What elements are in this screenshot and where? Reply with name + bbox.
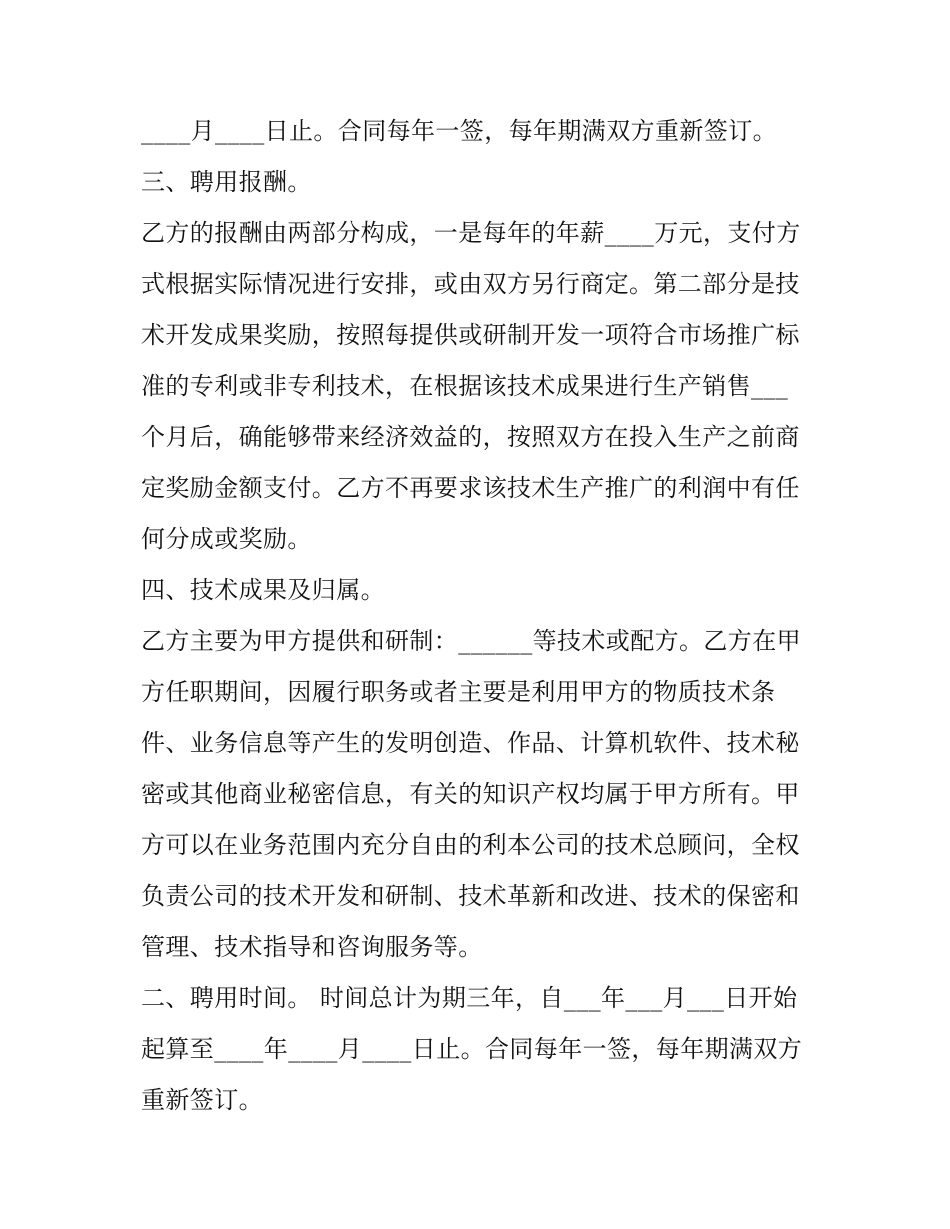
text-line: 准的专利或非专利技术，在根据该技术成果进行生产销售___ bbox=[141, 372, 789, 400]
text-line: 件、业务信息等产生的发明创造、作品、计算机软件、技术秘 bbox=[141, 729, 800, 757]
text-line: 定奖励金额支付。乙方不再要求该技术生产推广的利润中有任 bbox=[141, 474, 800, 502]
section-heading: 二、聘用时间。 时间总计为期三年，自___年___月___日开始 bbox=[141, 984, 798, 1012]
text-line: 式根据实际情况进行安排，或由双方另行商定。第二部分是技 bbox=[141, 270, 800, 298]
text-line: 方可以在业务范围内充分自由的利本公司的技术总顾问，全权 bbox=[141, 831, 800, 859]
text-line: 密或其他商业秘密信息，有关的知识产权均属于甲方所有。甲 bbox=[141, 780, 800, 808]
text-line: 何分成或奖励。 bbox=[141, 525, 312, 553]
section-heading: 四、技术成果及归属。 bbox=[141, 576, 385, 604]
section-heading: 三、聘用报酬。 bbox=[141, 168, 312, 196]
text-line: ____月____日止。合同每年一签，每年期满双方重新签订。 bbox=[141, 117, 777, 145]
text-line: 乙方的报酬由两部分构成，一是每年的年薪____万元，支付方 bbox=[141, 219, 801, 247]
text-line: 方任职期间，因履行职务或者主要是利用甲方的物质技术条 bbox=[141, 678, 776, 706]
text-line: 重新签订。 bbox=[141, 1086, 263, 1114]
text-line: 起算至____年____月____日止。合同每年一签，每年期满双方 bbox=[141, 1035, 803, 1063]
text-line: 乙方主要为甲方提供和研制：______等技术或配方。乙方在甲 bbox=[141, 627, 801, 655]
text-line: 术开发成果奖励，按照每提供或研制开发一项符合市场推广标 bbox=[141, 321, 800, 349]
text-line: 个月后，确能够带来经济效益的，按照双方在投入生产之前商 bbox=[141, 423, 800, 451]
text-line: 负责公司的技术开发和研制、技术革新和改进、技术的保密和 bbox=[141, 882, 800, 910]
text-line: 管理、技术指导和咨询服务等。 bbox=[141, 933, 483, 961]
